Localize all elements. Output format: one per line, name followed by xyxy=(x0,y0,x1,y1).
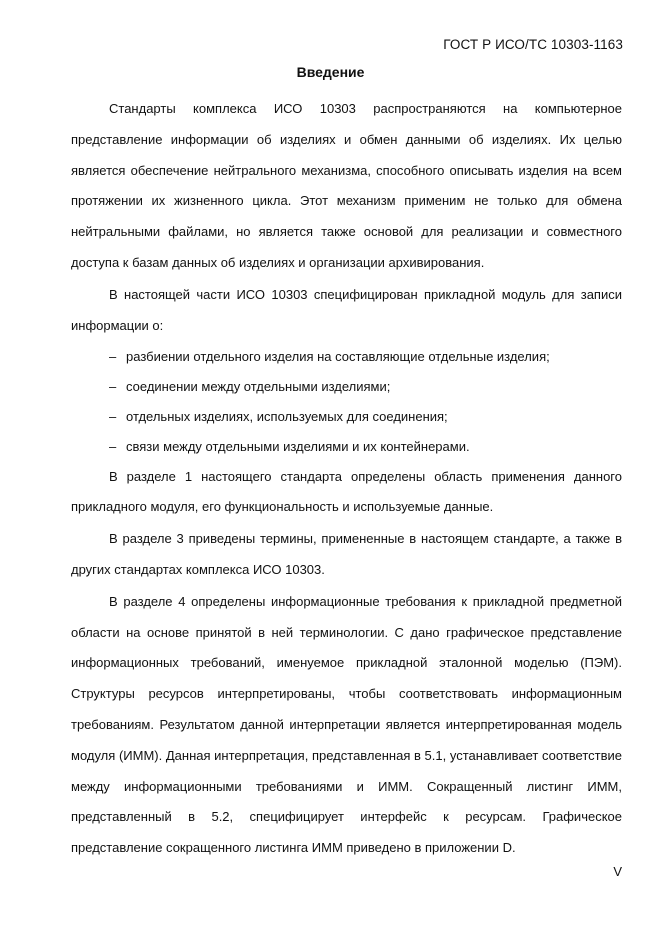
list-item-text: связи между отдельными изделиями и их контейнерами. xyxy=(126,438,470,454)
paragraph-intro: Стандарты комплекса ИСО 10303 распространяются на компьютерное представление информации об изделиях и обмен данными об изделиях. Их целью является обеспечение нейтрального механизма, способного описывать изделия на всем протяжении их жизненного цикла. Этот механизм применим не только для обмена нейтральными файлами, но является также основой для реализации и совместного доступа к базам данных об изделиях и организации архивирования. xyxy=(71,101,622,270)
dash-marker: – xyxy=(109,349,117,365)
section-title: Введение xyxy=(296,64,365,80)
list-item xyxy=(71,402,622,432)
paragraph-section-3: В разделе 3 приведены термины, примененные в настоящем стандарте, а также в других стандартах комплекса ИСО 10303. xyxy=(71,531,622,577)
page-number: V xyxy=(613,864,622,879)
document-body xyxy=(71,94,622,865)
list-item xyxy=(71,372,622,402)
list-item xyxy=(71,432,622,462)
paragraph-scope: В настоящей части ИСО 10303 специфицирован прикладной модуль для записи информации о: xyxy=(71,286,622,333)
dash-marker: – xyxy=(109,438,117,454)
list-item-text: отдельных изделиях, используемых для соединения; xyxy=(126,408,448,424)
list-item-text: соединении между отдельными изделиями; xyxy=(126,379,391,395)
list-item-text: разбиении отдельного изделия на составляющие отдельные изделия; xyxy=(126,349,550,365)
paragraph-section-1: В разделе 1 настоящего стандарта определены область применения данного прикладного модуля, его функциональность и используемые данные. xyxy=(71,468,622,515)
list-item xyxy=(71,342,622,372)
dash-marker: – xyxy=(109,408,117,424)
paragraph-section-4: В разделе 4 определены информационные требования к прикладной предметной области на основе принятой в ней терминологии. С дано графическое представление информационных требований, именуемое прикладной эталонной моделью (ПЭМ). Структуры ресурсов интерпретированы, чтобы соответствовать информационным требованиям. Результатом данной интерпретации является интерпретированная модель модуля (ИММ). Данная интерпретация, представленная в 5.1, устанавливает соответствие между информационными требованиями и ИММ. Сокращенный листинг ИММ, представленный в 5.2, специфицирует интерфейс к ресурсам. Графическое представление сокращенного листинга ИММ приведено в приложении D. xyxy=(71,593,622,856)
dash-marker: – xyxy=(109,379,117,395)
document-code: ГОСТ Р ИСО/ТС 10303-1163 xyxy=(443,37,623,52)
info-list xyxy=(71,342,622,461)
